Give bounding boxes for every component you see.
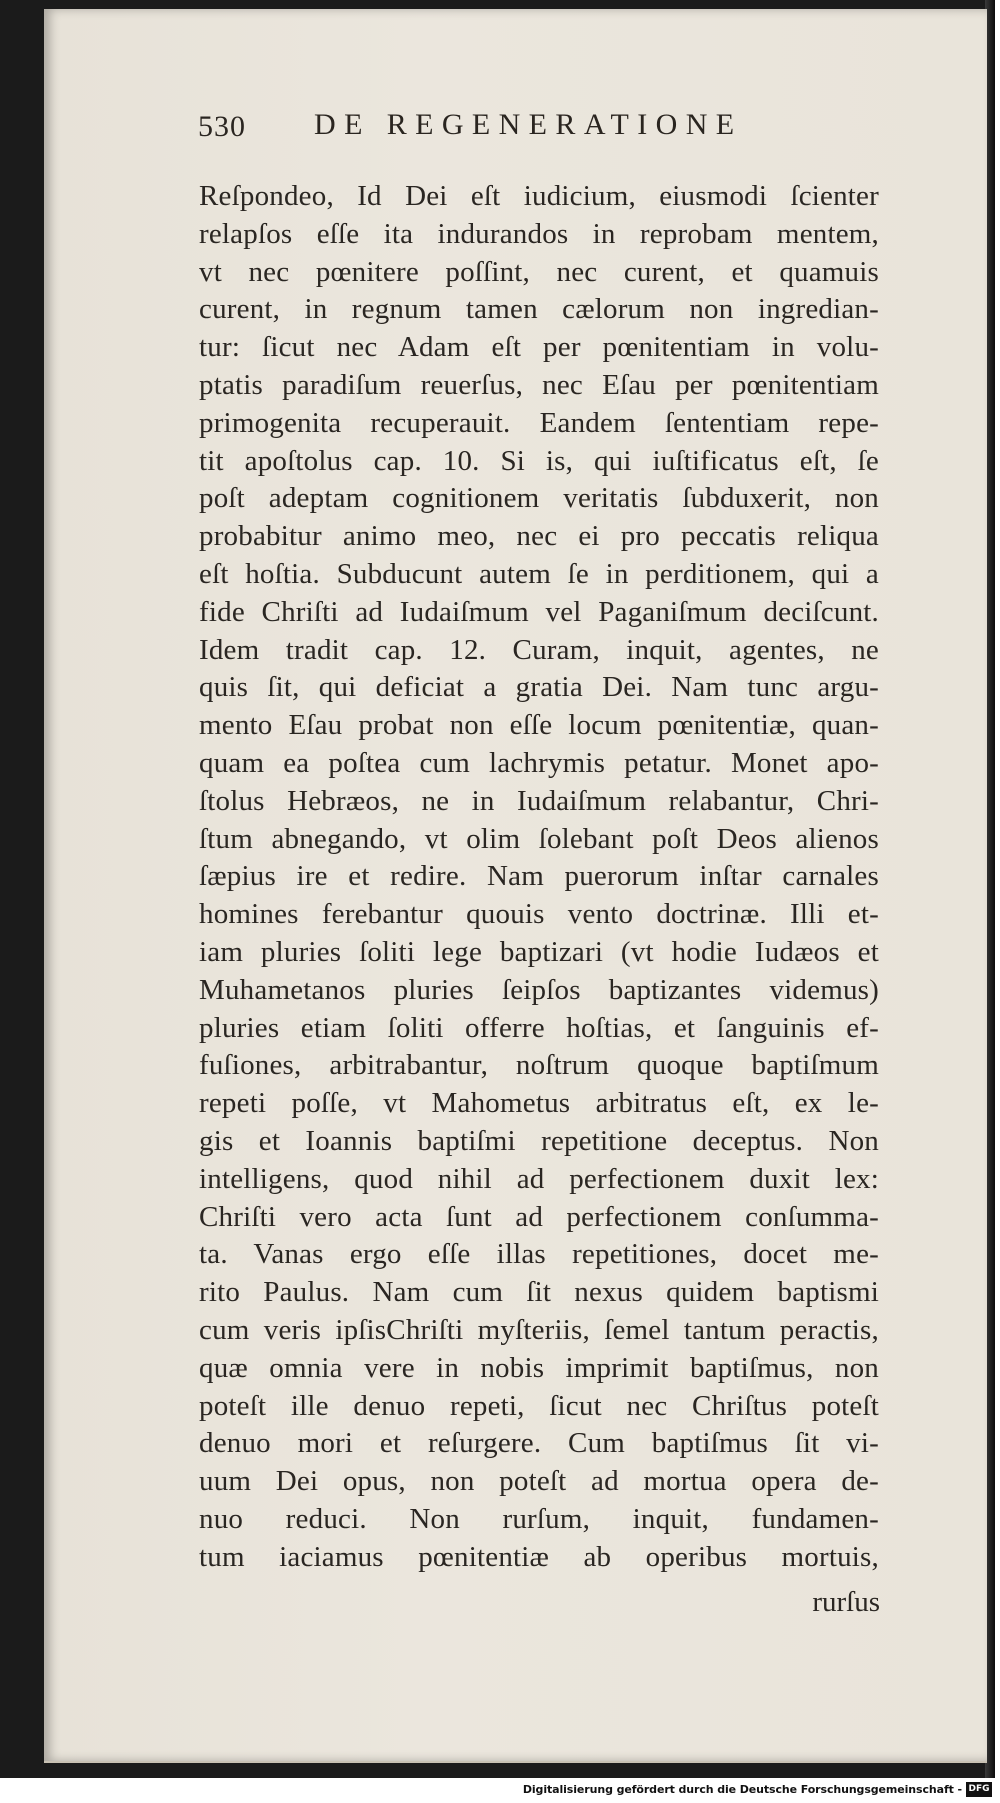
text-line: fuſiones, arbitrabantur, noſtrum quoque baptiſmum — [199, 1049, 879, 1082]
text-line: pluries etiam ſoliti offerre hoſtias, et ſanguinis ef- — [199, 1011, 879, 1044]
text-line: primogenita recuperauit. Eandem ſententiam repe- — [199, 406, 879, 439]
text-line: mento Eſau probat non eſſe locum pœnitentiæ, quan- — [199, 709, 879, 742]
text-line: uum Dei opus, non poteſt ad mortua opera de- — [199, 1465, 879, 1498]
text-line: cum veris ipſisChriſti myſteriis, ſemel tantum peractis, — [199, 1313, 879, 1346]
text-line: repeti poſſe, vt Mahometus arbitratus eſt, ex le- — [199, 1087, 879, 1120]
page-header — [198, 110, 878, 150]
text-line: iam pluries ſoliti lege baptizari (vt hodie Iudæos et — [199, 935, 879, 968]
text-line: homines ferebantur quouis vento doctrinæ. Illi et- — [199, 898, 879, 931]
running-title: DE REGENERATIONE — [314, 108, 743, 141]
text-line: poſt adeptam cognitionem veritatis ſubduxerit, non — [199, 482, 879, 515]
dfg-logo: DFG — [966, 1782, 992, 1797]
footer-bar — [0, 1778, 1000, 1803]
text-line: Muhametanos pluries ſeipſos baptizantes videmus) — [199, 973, 879, 1006]
text-line: vt nec pœnitere poſſint, nec curent, et quamuis — [199, 255, 879, 288]
text-line: Idem tradit cap. 12. Curam, inquit, agentes, ne — [199, 633, 879, 666]
text-line: ſtolus Hebræos, ne in Iudaiſmum relabantur, Chri- — [199, 784, 879, 817]
digitization-credit: Digitalisierung gefördert durch die Deutsche Forschungsgemeinschaft - — [522, 1783, 962, 1796]
text-line: ſtum abnegando, vt olim ſolebant poſt Deos alienos — [199, 822, 879, 855]
text-line: quam ea poſtea cum lachrymis petatur. Monet apo- — [199, 746, 879, 779]
text-line: quæ omnia vere in nobis imprimit baptiſmus, non — [199, 1351, 879, 1384]
text-line: tur: ſicut nec Adam eſt per pœnitentiam in volu- — [199, 331, 879, 364]
text-line: curent, in regnum tamen cælorum non ingredian- — [199, 293, 879, 326]
text-line: fide Chriſti ad Iudaiſmum vel Paganiſmum deciſcunt. — [199, 595, 879, 628]
text-line: gis et Ioannis baptiſmi repetitione deceptus. Non — [199, 1124, 879, 1157]
catchword: rurſus — [812, 1586, 880, 1618]
text-line: tit apoſtolus cap. 10. Si is, qui iuſtificatus eſt, ſe — [199, 444, 879, 477]
text-line: quis ſit, qui deficiat a gratia Dei. Nam tunc argu- — [199, 671, 879, 704]
text-line: ta. Vanas ergo eſſe illas repetitiones, docet me- — [199, 1238, 879, 1271]
text-line: ſæpius ire et redire. Nam puerorum inſtar carnales — [199, 860, 879, 893]
text-line: probabitur animo meo, nec ei pro peccatis reliqua — [199, 520, 879, 553]
text-line: poteſt ille denuo repeti, ſicut nec Chriſtus poteſt — [199, 1389, 879, 1422]
page-number: 530 — [198, 110, 246, 143]
text-line: intelligens, quod nihil ad perfectionem duxit lex: — [199, 1162, 879, 1195]
body-text — [199, 178, 879, 1576]
text-line: rito Paulus. Nam cum ſit nexus quidem baptismi — [199, 1276, 879, 1309]
text-line: relapſos eſſe ita indurandos in reprobam mentem, — [199, 217, 879, 250]
text-line: Chriſti vero acta ſunt ad perfectionem conſumma- — [199, 1200, 879, 1233]
text-line: nuo reduci. Non rurſum, inquit, fundamen- — [199, 1502, 879, 1535]
text-line: denuo mori et reſurgere. Cum baptiſmus ſit vi- — [199, 1427, 879, 1460]
text-line: ptatis paradiſum reuerſus, nec Eſau per pœnitentiam — [199, 368, 879, 401]
text-line: tum iaciamus pœnitentiæ ab operibus mortuis, — [199, 1540, 879, 1573]
text-line: Reſpondeo, Id Dei eſt iudicium, eiusmodi ſcienter — [199, 180, 879, 212]
text-line: eſt hoſtia. Subducunt autem ſe in perditionem, qui a — [199, 557, 879, 590]
